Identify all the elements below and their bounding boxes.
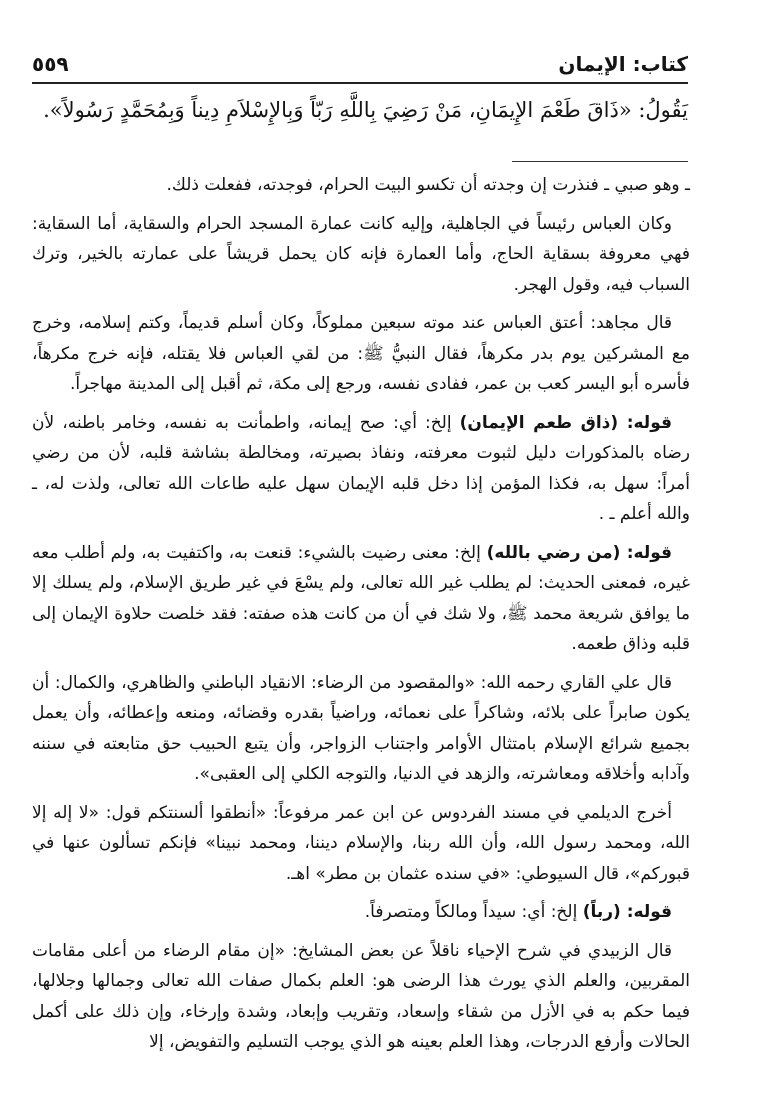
paragraph-text: إلخ: أي: صح إيمانه، واطمأنت به نفسه، وخامر باطنه، لأن رضاه بالمذكورات دليل لثبوت معرفته، ونفاذ بصيرته، ومخالطة بشاشة قلبه، لأن من رضي أمراً: سهل به، فكذا المؤمن إذا دخل قلبه الإيمان سهل عليه طاعات الله تعالى، ولذت له، ـ والله أعلم ـ . xyxy=(32,412,690,524)
paragraph-text: قال مجاهد: أعتق العباس عند موته سبعين مملوكاً، وكان أسلم قديماً، وكتم إسلامه، وخرج مع المشركين يوم بدر مكرهاً، فقال النبيُّ ﷺ: من لقي العباس فلا يقتله، فإنه خرج مكرهاً، فأسره أبو اليسر كعب بن عمر، ففادى نفسه، ورجع إلى مكة، ثم أقبل إلى المدينة مهاجراً. xyxy=(32,313,690,394)
paragraph-text: وكان العباس رئيساً في الجاهلية، وإليه كانت عمارة المسجد الحرام والسقاية، أما السقاية: فهي معروفة بسقاية الحاج، وأما العمارة فإنه كان يحمل قريشاً على عمارته بالخير، وترك السباب فيه، وقول الهجر. xyxy=(32,213,690,295)
paragraph-text: أخرج الديلمي في مسند الفردوس عن ابن عمر مرفوعاً: «أنطقوا ألسنتكم قول: «لا إله إلا الله، ومحمد رسول الله، وأن الله ربنا، والإسلام ديننا، ومحمد نبينا» فإنكم تسألون عنها في قبوركم»، قال السيوطي: «في سنده عثمان بن مطر» اهـ. xyxy=(32,802,690,884)
paragraph xyxy=(32,308,690,400)
paragraph xyxy=(32,936,690,1058)
paragraph xyxy=(32,209,690,301)
paragraph xyxy=(32,897,690,928)
paragraph xyxy=(32,668,690,790)
paragraph xyxy=(32,798,690,890)
paragraph-text: ـ وهو صبي ـ فنذرت إن وجدته أن تكسو البيت الحرام، فوجدته، ففعلت ذلك. xyxy=(166,175,690,195)
paragraph-text: قال علي القاري رحمه الله: «والمقصود من الرضاء: الانقياد الباطني والظاهري، والكمال: أن يكون صابراً على بلائه، وشاكراً على نعمائه، وراضياً بقدره وقضائه، ومنعه وإعطائه، وأن يعمل بجميع شرائع الإسلام بامتثال الأوامر واجتناب الزواجر، وأن يتبع الحبيب حق متابعته في سننه وآدابه وأخلاقه ومعاشرته، والزهد في الدنيا، والتوجه الكلي إلى العقبى». xyxy=(32,672,690,784)
footnote-divider xyxy=(512,161,688,162)
paragraph-text: إلخ: معنى رضيت بالشيء: قنعت به، واكتفيت به، ولم أطلب معه غيره، فمعنى الحديث: لم يطلب غير الله تعالى، ولم يسْعَ في غير طريق الإسلام، ولم يسلك إلا ما يوافق شريعة محمد ﷺ، ولا شك في أن من كانت هذه صفته: فقد خلصت حلاوة الإيمان إلى قلبه وذاق طعمه. xyxy=(32,542,690,654)
hadith-text: يَقُولُ: «ذَاقَ طَعْمَ الإِيمَانِ، مَنْ رَضِيَ بِاللَّهِ رَبّاً وَبِالإِسْلاَمِ دِيناً وَبِمُحَمَّدٍ رَسُولاً». xyxy=(43,98,688,122)
paragraph-lead: قوله: (ذاق طعم الإيمان) xyxy=(459,412,672,433)
paragraph-text: قال الزبيدي في شرح الإحياء ناقلاً عن بعض المشايخ: «إن مقام الرضاء من أعلى مقامات المقربين، والعلم الذي يورث هذا الرضى هو: العلم بكمال صفات الله تعالى وجمالها وجلالها، فيما حكم به في الأزل من شقاء وإسعاد، وتقريب وإبعاد، وشدة وإرخاء، وإن ذلك على أكمل الحالات وأرفع الدرجات، وهذا العلم بعينه هو الذي يوجب التسليم والتفويض، إلا xyxy=(32,940,690,1052)
book-title: كتاب: الإيمان xyxy=(558,52,688,76)
paragraph xyxy=(32,538,690,660)
page-header xyxy=(32,46,688,84)
paragraph-lead: قوله: (من رضي بالله) xyxy=(486,542,672,563)
paragraph-text: إلخ: أي: سيداً ومالكاً ومتصرفاً. xyxy=(364,902,583,922)
paragraph xyxy=(32,408,690,530)
paragraph xyxy=(32,170,690,201)
page-number: ٥٥٩ xyxy=(32,52,69,76)
commentary-body xyxy=(32,170,690,1066)
paragraph-lead: قوله: (رباً) xyxy=(582,902,672,922)
